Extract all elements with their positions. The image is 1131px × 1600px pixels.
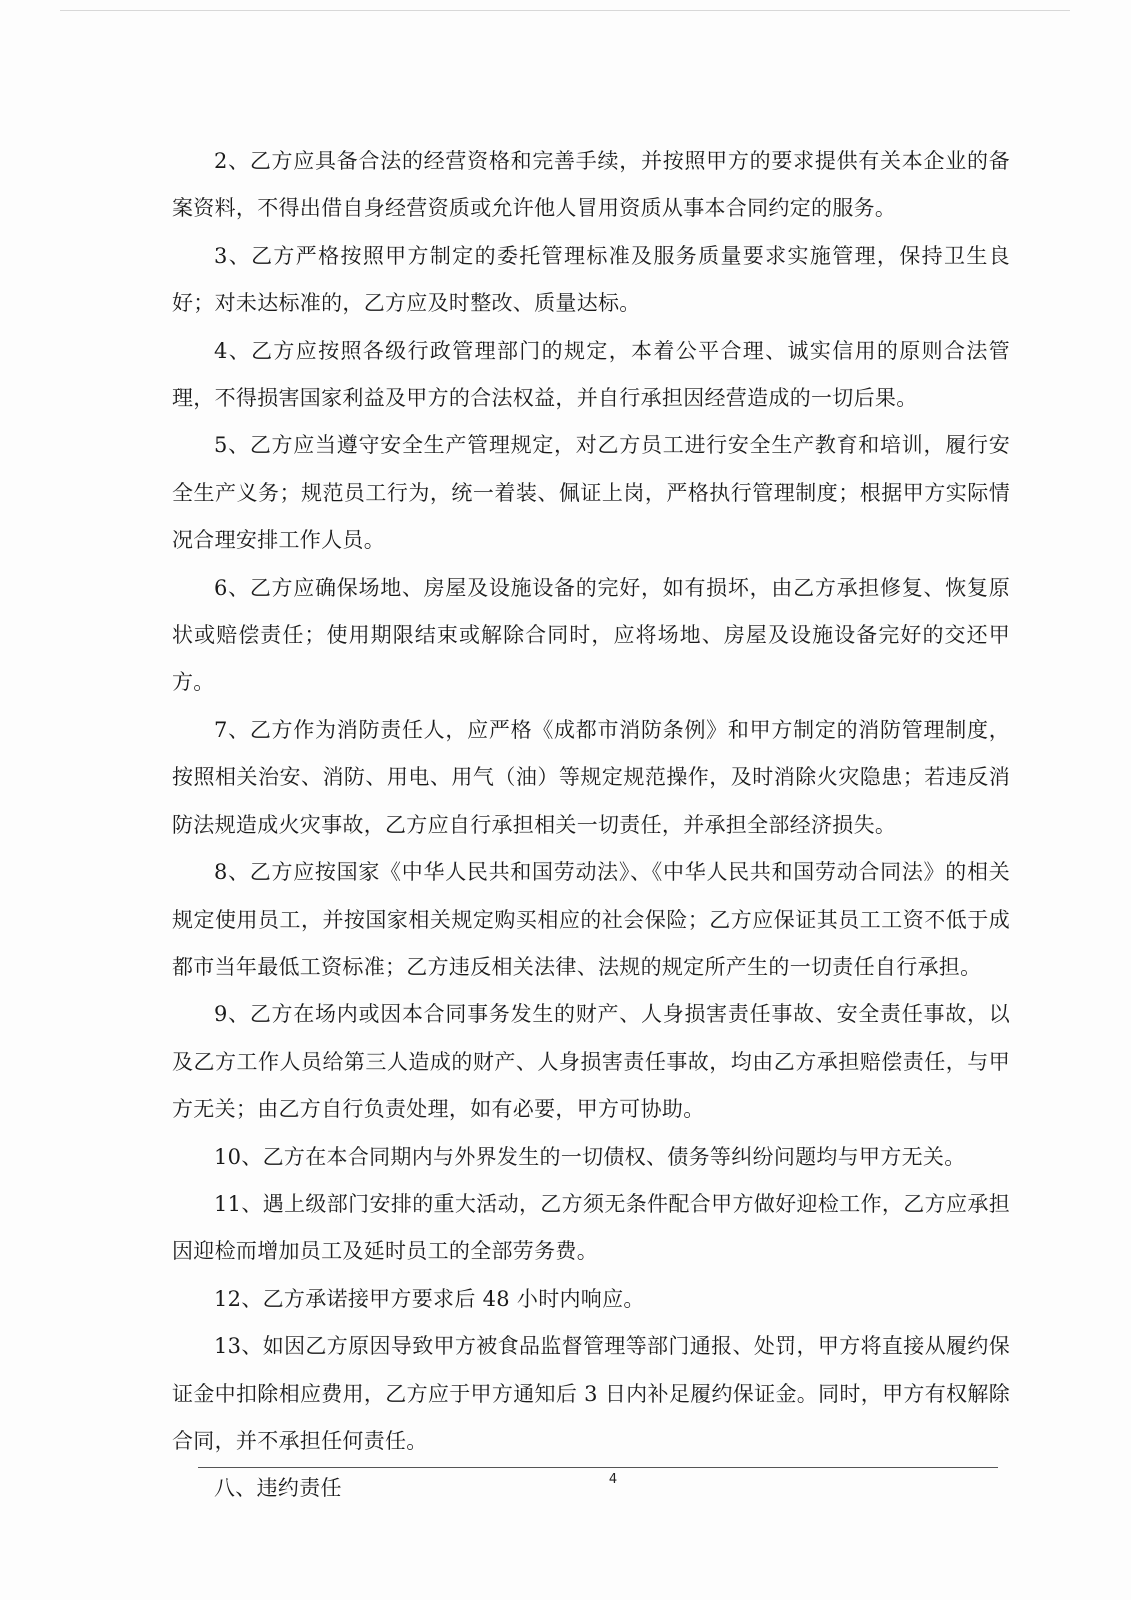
clause-9: 9、乙方在场内或因本合同事务发生的财产、人身损害责任事故、安全责任事故，以及乙方工作人员给第三人造成的财产、人身损害责任事故，均由乙方承担赔偿责任，与甲方无关；由乙方自行负责处理，如有必要，甲方可协助。 (172, 1002, 1010, 1122)
clause-4: 4、乙方应按照各级行政管理部门的规定，本着公平合理、诚实信用的原则合法管理，不得损害国家利益及甲方的合法权益，并自行承担因经营造成的一切后果。 (172, 338, 1010, 411)
clause-7: 7、乙方作为消防责任人，应严格《成都市消防条例》和甲方制定的消防管理制度，按照相关治安、消防、用电、用气（油）等规定规范操作，及时消除火灾隐患；若违反消防法规造成火灾事故，乙方应自行承担相关一切责任，并承担全部经济损失。 (172, 717, 1010, 837)
document-body (172, 138, 1010, 1513)
clause-13: 13、如因乙方原因导致甲方被食品监督管理等部门通报、处罚，甲方将直接从履约保证金中扣除相应费用，乙方应于甲方通知后 3 日内补足履约保证金。同时，甲方有权解除合同，并不承担任何责任。 (172, 1334, 1010, 1453)
clause-8: 8、乙方应按国家《中华人民共和国劳动法》、《中华人民共和国劳动合同法》的相关规定使用员工，并按国家相关规定购买相应的社会保险；乙方应保证其员工工资不低于成都市当年最低工资标准；乙方违反相关法律、法规的规定所产生的一切责任自行承担。 (172, 860, 1010, 979)
section-heading: 八、违约责任 (214, 1476, 342, 1501)
page-number: 4 (608, 1472, 618, 1487)
clause-10: 10、乙方在本合同期内与外界发生的一切债权、债务等纠纷问题均与甲方无关。 (214, 1144, 966, 1169)
clause-2: 2、乙方应具备合法的经营资格和完善手续，并按照甲方的要求提供有关本企业的备案资料，不得出借自身经营资质或允许他人冒用资质从事本合同约定的服务。 (172, 149, 1010, 221)
clause-11: 11、遇上级部门安排的重大活动，乙方须无条件配合甲方做好迎检工作，乙方应承担因迎检而增加员工及延时员工的全部劳务费。 (172, 1191, 1010, 1264)
clause-3: 3、乙方严格按照甲方制定的委托管理标准及服务质量要求实施管理，保持卫生良好；对未达标准的，乙方应及时整改、质量达标。 (172, 243, 1010, 316)
footer-rule (198, 1467, 998, 1468)
clause-12: 12、乙方承诺接甲方要求后 48 小时内响应。 (214, 1286, 645, 1311)
clause-5: 5、乙方应当遵守安全生产管理规定，对乙方员工进行安全生产教育和培训，履行安全生产义务；规范员工行为，统一着装、佩证上岗，严格执行管理制度；根据甲方实际情况合理安排工作人员。 (172, 433, 1010, 553)
top-scan-line (60, 10, 1070, 11)
clause-6: 6、乙方应确保场地、房屋及设施设备的完好，如有损坏，由乙方承担修复、恢复原状或赔偿责任；使用期限结束或解除合同时，应将场地、房屋及设施设备完好的交还甲方。 (172, 575, 1010, 695)
